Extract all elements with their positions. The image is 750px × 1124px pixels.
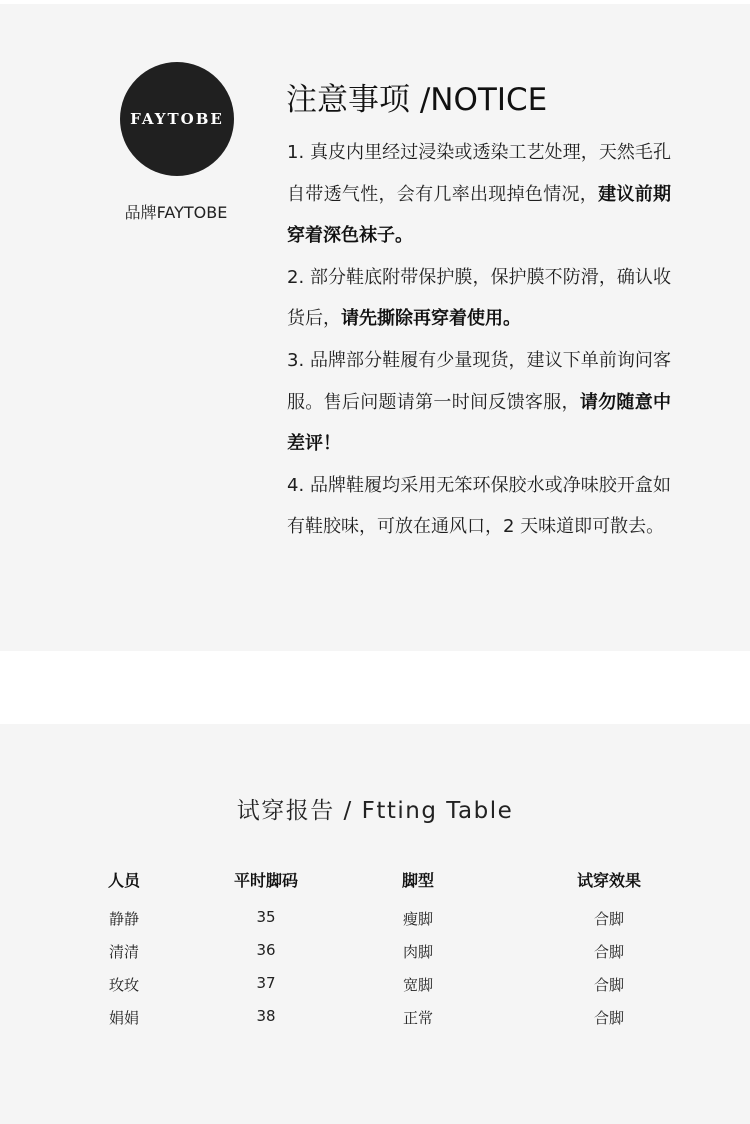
cell-fit-result: 合脚 <box>593 910 624 928</box>
cell-fit-result: 合脚 <box>593 943 624 961</box>
fitting-table <box>0 868 750 1040</box>
cell-usual-size: 35 <box>256 908 276 926</box>
header-fit-result: 试穿效果 <box>576 871 641 890</box>
notice-title: 注意事项 /NOTICE <box>286 82 548 118</box>
notice-item-text: 1. 真皮内里经过浸染或透染工艺处理，天然毛孔自带透气性，会有几率出现掉色情况， <box>287 142 671 205</box>
notice-list <box>287 132 671 548</box>
brand-logo-text: FAYTOBE <box>130 110 224 128</box>
header-person: 人员 <box>107 871 140 890</box>
table-row <box>0 1007 750 1040</box>
notice-item-1 <box>287 132 671 257</box>
cell-usual-size: 38 <box>256 1007 276 1025</box>
cell-usual-size: 37 <box>256 974 276 992</box>
cell-fit-result: 合脚 <box>593 1009 624 1027</box>
notice-item-2 <box>287 257 671 340</box>
notice-item-emphasis: 建议前期穿着深色袜子。 <box>287 183 672 247</box>
brand-caption: 品牌FAYTOBE <box>124 203 228 222</box>
notice-item-emphasis: 请勿随意中差评！ <box>287 391 672 455</box>
cell-foot-type: 肉脚 <box>402 943 433 961</box>
notice-panel <box>0 4 750 651</box>
table-row <box>0 941 750 974</box>
fitting-title: 试穿报告 / Ftting Table <box>236 798 514 824</box>
cell-person: 玫玫 <box>108 976 139 994</box>
notice-item-text: 2. 部分鞋底附带保护膜，保护膜不防滑，确认收货后， <box>287 266 671 330</box>
notice-item-emphasis: 请先撕除再穿着使用。 <box>341 308 521 330</box>
cell-person: 娟娟 <box>108 1009 139 1027</box>
cell-foot-type: 瘦脚 <box>402 910 433 928</box>
notice-item-4 <box>287 465 671 548</box>
header-usual-size: 平时脚码 <box>233 871 298 890</box>
cell-person: 静静 <box>108 910 139 928</box>
cell-person: 清清 <box>108 943 139 961</box>
table-row <box>0 908 750 941</box>
header-foot-type: 脚型 <box>401 871 434 890</box>
notice-item-3 <box>287 340 671 465</box>
cell-usual-size: 36 <box>256 941 276 959</box>
cell-foot-type: 正常 <box>402 1009 433 1027</box>
cell-fit-result: 合脚 <box>593 976 624 994</box>
table-row <box>0 974 750 1007</box>
table-header-row <box>0 868 750 908</box>
notice-item-text: 4. 品牌鞋履均采用无笨环保胶水或净味胶开盒如有鞋胶味，可放在通风口，2 天味道即可散去。 <box>287 474 671 538</box>
notice-item-text: 3. 品牌部分鞋履有少量现货，建议下单前询问客服。售后问题请第一时间反馈客服， <box>287 349 671 413</box>
brand-logo <box>120 62 234 176</box>
cell-foot-type: 宽脚 <box>402 976 433 994</box>
fitting-panel <box>0 724 750 1124</box>
